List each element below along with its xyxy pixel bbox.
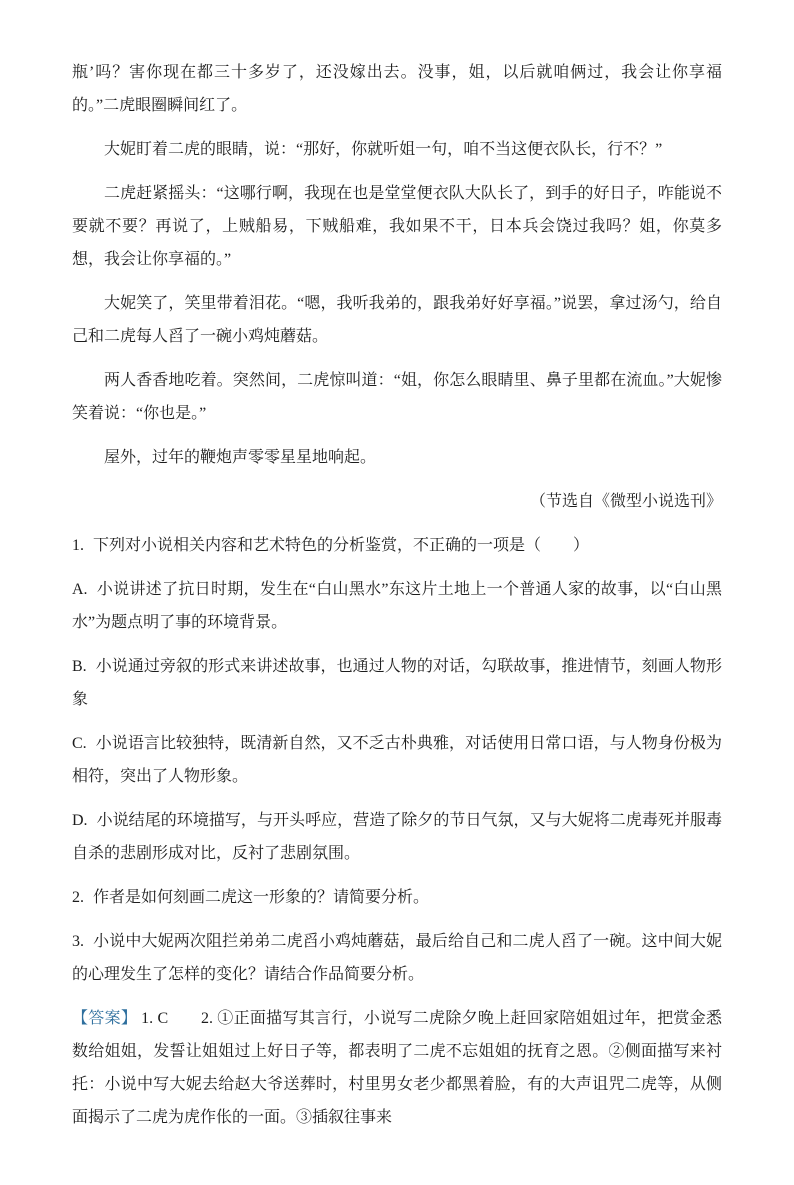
passage-paragraph: 大妮笑了，笑里带着泪花。“嗯，我听我弟的，跟我弟好好享福。”说罢，拿过汤勺，给自己和二虎每人舀了一碗小鸡炖蘑菇。 [72,295,722,345]
option-b-letter: B. [72,658,87,675]
question-2-text: 作者是如何刻画二虎这一形象的？请简要分析。 [93,889,430,906]
answer-label: 【答案】 [72,1010,138,1027]
question-2 [72,881,722,914]
question-1 [72,529,722,562]
option-b-text: 小说通过旁叙的形式来讲述故事，也通过人物的对话，勾联故事，推进情节，刻画人物形象 [72,658,722,708]
question-1-text: 下列对小说相关内容和艺术特色的分析鉴赏，不正确的一项是（ ） [93,537,590,554]
question-1-option-b [72,650,722,716]
passage-paragraph: 大妮盯着二虎的眼睛，说：“那好，你就听姐一句，咱不当这便衣队长，行不？” [104,141,663,158]
option-d-letter: D. [72,812,88,829]
option-a-text: 小说讲述了抗日时期，发生在“白山黑水”东这片土地上一个普通人家的故事，以“白山黑水”为题点明了事的环境背景。 [72,581,722,631]
question-2-number: 2. [72,889,84,906]
passage-paragraph: 二虎赶紧摇头：“这哪行啊，我现在也是堂堂便衣队大队长了，到手的好日子，咋能说不要就不要？再说了，上贼船易，下贼船难，我如果不干，日本兵会饶过我吗？姐，你莫多想，我会让你享福的。” [72,185,722,268]
question-1-option-a [72,573,722,639]
option-c-text: 小说语言比较独特，既清新自然，又不乏古朴典雅，对话使用日常口语，与人物身份极为相符，突出了人物形象。 [72,735,722,785]
passage-paragraph: 两人香香地吃着。突然间，二虎惊叫道：“姐，你怎么眼睛里、鼻子里都在流血。”大妮惨笑着说：“你也是。” [72,372,722,422]
question-3-text: 小说中大妮两次阻拦弟弟二虎舀小鸡炖蘑菇，最后给自己和二虎人舀了一碗。这中间大妮的心理发生了怎样的变化？请结合作品简要分析。 [72,933,722,983]
question-1-option-d [72,804,722,870]
question-3 [72,925,722,991]
passage-source: （节选自《微型小说选刊》 [529,493,722,510]
passage-paragraph: 瓶’吗？害你现在都三十多岁了，还没嫁出去。没事，姐，以后就咱俩过，我会让你享福的。”二虎眼圈瞬间红了。 [72,64,722,114]
passage-paragraph: 屋外，过年的鞭炮声零零星星地响起。 [104,449,377,466]
option-c-letter: C. [72,735,87,752]
answer-text: 1. C 2. ①正面描写其言行，小说写二虎除夕晚上赶回家陪姐姐过年，把赏金悉数给姐姐，发誓让姐姐过上好日子等，都表明了二虎不忘姐姐的抚育之恩。②侧面描写来衬托：小说中写大妮去给赵大爷送葬时，村里男女老少都黑着脸，有的大声诅咒二虎等，从侧面揭示了二虎为虎作伥的一面。③插叙往事来 [72,1010,722,1126]
option-a-letter: A. [72,581,88,598]
question-1-option-c [72,727,722,793]
answer-paragraph [72,1002,722,1134]
question-3-number: 3. [72,933,84,950]
question-1-number: 1. [72,537,84,554]
questions-section [72,529,722,991]
option-d-text: 小说结尾的环境描写，与开头呼应，营造了除夕的节日气氛，又与大妮将二虎毒死并服毒自杀的悲剧形成对比，反衬了悲剧氛围。 [72,812,722,862]
answer-section [72,1002,722,1134]
passage-section [72,56,722,518]
